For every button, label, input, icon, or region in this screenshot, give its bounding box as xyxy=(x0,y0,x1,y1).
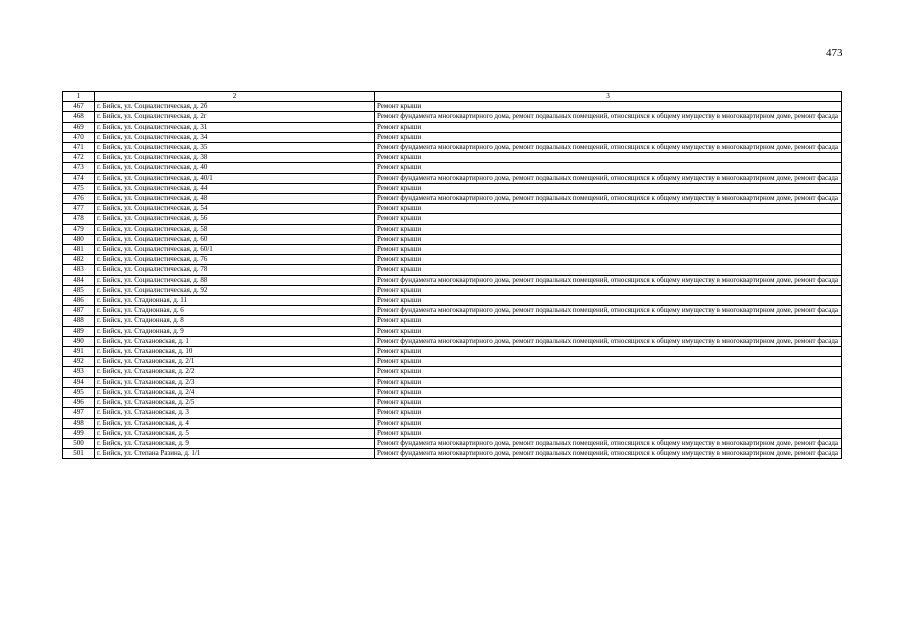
row-address: г. Бийск, ул. Социалистическая, д. 78 xyxy=(95,265,375,275)
table-row xyxy=(63,336,842,346)
table-body xyxy=(63,92,842,459)
row-number: 495 xyxy=(63,387,95,397)
row-work-type: Ремонт крыши xyxy=(375,428,842,438)
row-number: 468 xyxy=(63,112,95,122)
table-row xyxy=(63,326,842,336)
row-number: 483 xyxy=(63,265,95,275)
table-row xyxy=(63,194,842,204)
row-number: 501 xyxy=(63,449,95,459)
row-address: г. Бийск, ул. Социалистическая, д. 40 xyxy=(95,163,375,173)
row-address: г. Бийск, ул. Стахановская, д. 5 xyxy=(95,428,375,438)
row-address: г. Бийск, ул. Социалистическая, д. 2г xyxy=(95,112,375,122)
row-work-type: Ремонт крыши xyxy=(375,234,842,244)
row-address: г. Бийск, ул. Социалистическая, д. 54 xyxy=(95,204,375,214)
row-number: 471 xyxy=(63,143,95,153)
row-address: г. Бийск, ул. Социалистическая, д. 92 xyxy=(95,285,375,295)
table-row xyxy=(63,255,842,265)
row-number: 498 xyxy=(63,418,95,428)
table-row xyxy=(63,265,842,275)
row-address: г. Бийск, ул. Стадионная, д. 11 xyxy=(95,296,375,306)
table-row xyxy=(63,428,842,438)
row-number: 469 xyxy=(63,122,95,132)
row-work-type: Ремонт фундамента многоквартирного дома, ремонт подвальных помещений, относящихся к общему имуществу в многоквартирном доме, ремонт фасада xyxy=(375,275,842,285)
row-work-type: Ремонт крыши xyxy=(375,153,842,163)
page-number: 473 xyxy=(826,47,843,59)
row-work-type: Ремонт крыши xyxy=(375,347,842,357)
row-number: 488 xyxy=(63,316,95,326)
row-address: г. Бийск, ул. Стадионная, д. 9 xyxy=(95,326,375,336)
table-row xyxy=(63,285,842,295)
table-row xyxy=(63,408,842,418)
row-address: г. Бийск, ул. Стахановская, д. 2/3 xyxy=(95,377,375,387)
row-address: г. Бийск, ул. Стахановская, д. 2/4 xyxy=(95,387,375,397)
row-address: г. Бийск, ул. Социалистическая, д. 38 xyxy=(95,153,375,163)
row-address: г. Бийск, ул. Социалистическая, д. 76 xyxy=(95,255,375,265)
row-work-type: Ремонт крыши xyxy=(375,285,842,295)
row-number: 479 xyxy=(63,224,95,234)
row-number: 499 xyxy=(63,428,95,438)
table-row xyxy=(63,306,842,316)
row-number: 500 xyxy=(63,438,95,448)
row-address: г. Бийск, ул. Социалистическая, д. 34 xyxy=(95,132,375,142)
table-row xyxy=(63,163,842,173)
table-row xyxy=(63,316,842,326)
row-number: 493 xyxy=(63,367,95,377)
row-number: 492 xyxy=(63,357,95,367)
row-address: г. Бийск, ул. Социалистическая, д. 60/1 xyxy=(95,245,375,255)
row-address: г. Бийск, ул. Социалистическая, д. 56 xyxy=(95,214,375,224)
table-row xyxy=(63,102,842,112)
row-work-type: Ремонт крыши xyxy=(375,204,842,214)
table-row xyxy=(63,122,842,132)
row-work-type: Ремонт фундамента многоквартирного дома, ремонт подвальных помещений, относящихся к общему имуществу в многоквартирном доме, ремонт фасада xyxy=(375,438,842,448)
row-address: г. Бийск, ул. Социалистическая, д. 31 xyxy=(95,122,375,132)
table-row xyxy=(63,245,842,255)
row-number: 476 xyxy=(63,194,95,204)
row-work-type: Ремонт фундамента многоквартирного дома, ремонт подвальных помещений, относящихся к общему имуществу в многоквартирном доме, ремонт фасада xyxy=(375,112,842,122)
row-number: 478 xyxy=(63,214,95,224)
row-number: 496 xyxy=(63,398,95,408)
row-work-type: Ремонт крыши xyxy=(375,398,842,408)
row-work-type: Ремонт фундамента многоквартирного дома, ремонт подвальных помещений, относящихся к общему имуществу в многоквартирном доме, ремонт фасада xyxy=(375,336,842,346)
table-row xyxy=(63,367,842,377)
table-row xyxy=(63,234,842,244)
table-row xyxy=(63,347,842,357)
row-work-type: Ремонт крыши xyxy=(375,265,842,275)
table-row xyxy=(63,183,842,193)
row-number: 480 xyxy=(63,234,95,244)
table-row xyxy=(63,357,842,367)
row-address: г. Бийск, ул. Стахановская, д. 10 xyxy=(95,347,375,357)
row-work-type: Ремонт крыши xyxy=(375,224,842,234)
table-row xyxy=(63,204,842,214)
row-work-type: Ремонт фундамента многоквартирного дома, ремонт подвальных помещений, относящихся к общему имуществу в многоквартирном доме, ремонт фасада xyxy=(375,194,842,204)
table-row xyxy=(63,143,842,153)
row-address: г. Бийск, ул. Стахановская, д. 2/1 xyxy=(95,357,375,367)
row-work-type: Ремонт крыши xyxy=(375,245,842,255)
row-number: 490 xyxy=(63,336,95,346)
row-number: 474 xyxy=(63,173,95,183)
table-row xyxy=(63,387,842,397)
column-address-header: 2 xyxy=(95,92,375,102)
row-address: г. Бийск, ул. Социалистическая, д. 48 xyxy=(95,194,375,204)
row-number: 472 xyxy=(63,153,95,163)
row-number: 485 xyxy=(63,285,95,295)
row-work-type: Ремонт крыши xyxy=(375,122,842,132)
table-row xyxy=(63,438,842,448)
row-number: 475 xyxy=(63,183,95,193)
table-row xyxy=(63,153,842,163)
table-row xyxy=(63,275,842,285)
row-address: г. Бийск, ул. Социалистическая, д. 44 xyxy=(95,183,375,193)
row-address: г. Бийск, ул. Степана Разина, д. 1/1 xyxy=(95,449,375,459)
row-number: 481 xyxy=(63,245,95,255)
table-row xyxy=(63,112,842,122)
row-number: 473 xyxy=(63,163,95,173)
table-row xyxy=(63,173,842,183)
row-number: 497 xyxy=(63,408,95,418)
column-number-header: 1 xyxy=(63,92,95,102)
row-number: 494 xyxy=(63,377,95,387)
row-address: г. Бийск, ул. Стадионная, д. 6 xyxy=(95,306,375,316)
row-work-type: Ремонт крыши xyxy=(375,387,842,397)
row-work-type: Ремонт крыши xyxy=(375,183,842,193)
row-address: г. Бийск, ул. Социалистическая, д. 88 xyxy=(95,275,375,285)
row-work-type: Ремонт крыши xyxy=(375,102,842,112)
table-row xyxy=(63,449,842,459)
row-number: 477 xyxy=(63,204,95,214)
row-number: 487 xyxy=(63,306,95,316)
row-address: г. Бийск, ул. Социалистическая, д. 2б xyxy=(95,102,375,112)
row-work-type: Ремонт крыши xyxy=(375,255,842,265)
table-row xyxy=(63,418,842,428)
row-work-type: Ремонт крыши xyxy=(375,214,842,224)
table-header-row xyxy=(63,92,842,102)
row-address: г. Бийск, ул. Социалистическая, д. 40/1 xyxy=(95,173,375,183)
row-number: 486 xyxy=(63,296,95,306)
row-number: 467 xyxy=(63,102,95,112)
row-address: г. Бийск, ул. Социалистическая, д. 35 xyxy=(95,143,375,153)
row-address: г. Бийск, ул. Стахановская, д. 4 xyxy=(95,418,375,428)
row-work-type: Ремонт крыши xyxy=(375,163,842,173)
row-number: 491 xyxy=(63,347,95,357)
row-address: г. Бийск, ул. Стахановская, д. 2/2 xyxy=(95,367,375,377)
row-work-type: Ремонт крыши xyxy=(375,326,842,336)
table-row xyxy=(63,132,842,142)
row-work-type: Ремонт крыши xyxy=(375,316,842,326)
row-work-type: Ремонт крыши xyxy=(375,377,842,387)
table-row xyxy=(63,224,842,234)
row-number: 484 xyxy=(63,275,95,285)
row-work-type: Ремонт крыши xyxy=(375,408,842,418)
table-row xyxy=(63,214,842,224)
row-work-type: Ремонт фундамента многоквартирного дома, ремонт подвальных помещений, относящихся к общему имуществу в многоквартирном доме, ремонт фасада xyxy=(375,173,842,183)
row-address: г. Бийск, ул. Стадионная, д. 8 xyxy=(95,316,375,326)
row-work-type: Ремонт фундамента многоквартирного дома, ремонт подвальных помещений, относящихся к общему имуществу в многоквартирном доме, ремонт фасада xyxy=(375,143,842,153)
row-address: г. Бийск, ул. Стахановская, д. 2/5 xyxy=(95,398,375,408)
table-row xyxy=(63,377,842,387)
row-number: 470 xyxy=(63,132,95,142)
repair-registry-table xyxy=(62,91,842,459)
row-number: 482 xyxy=(63,255,95,265)
row-address: г. Бийск, ул. Социалистическая, д. 60 xyxy=(95,234,375,244)
table-row xyxy=(63,296,842,306)
row-address: г. Бийск, ул. Социалистическая, д. 58 xyxy=(95,224,375,234)
table-row xyxy=(63,398,842,408)
row-work-type: Ремонт крыши xyxy=(375,296,842,306)
column-work-type-header: 3 xyxy=(375,92,842,102)
row-number: 489 xyxy=(63,326,95,336)
row-address: г. Бийск, ул. Стахановская, д. 1 xyxy=(95,336,375,346)
row-work-type: Ремонт крыши xyxy=(375,132,842,142)
row-address: г. Бийск, ул. Стахановская, д. 9 xyxy=(95,438,375,448)
row-work-type: Ремонт крыши xyxy=(375,418,842,428)
row-work-type: Ремонт крыши xyxy=(375,357,842,367)
row-work-type: Ремонт фундамента многоквартирного дома, ремонт подвальных помещений, относящихся к общему имуществу в многоквартирном доме, ремонт фасада xyxy=(375,306,842,316)
row-address: г. Бийск, ул. Стахановская, д. 3 xyxy=(95,408,375,418)
row-work-type: Ремонт фундамента многоквартирного дома, ремонт подвальных помещений, относящихся к общему имуществу в многоквартирном доме, ремонт фасада xyxy=(375,449,842,459)
row-work-type: Ремонт крыши xyxy=(375,367,842,377)
